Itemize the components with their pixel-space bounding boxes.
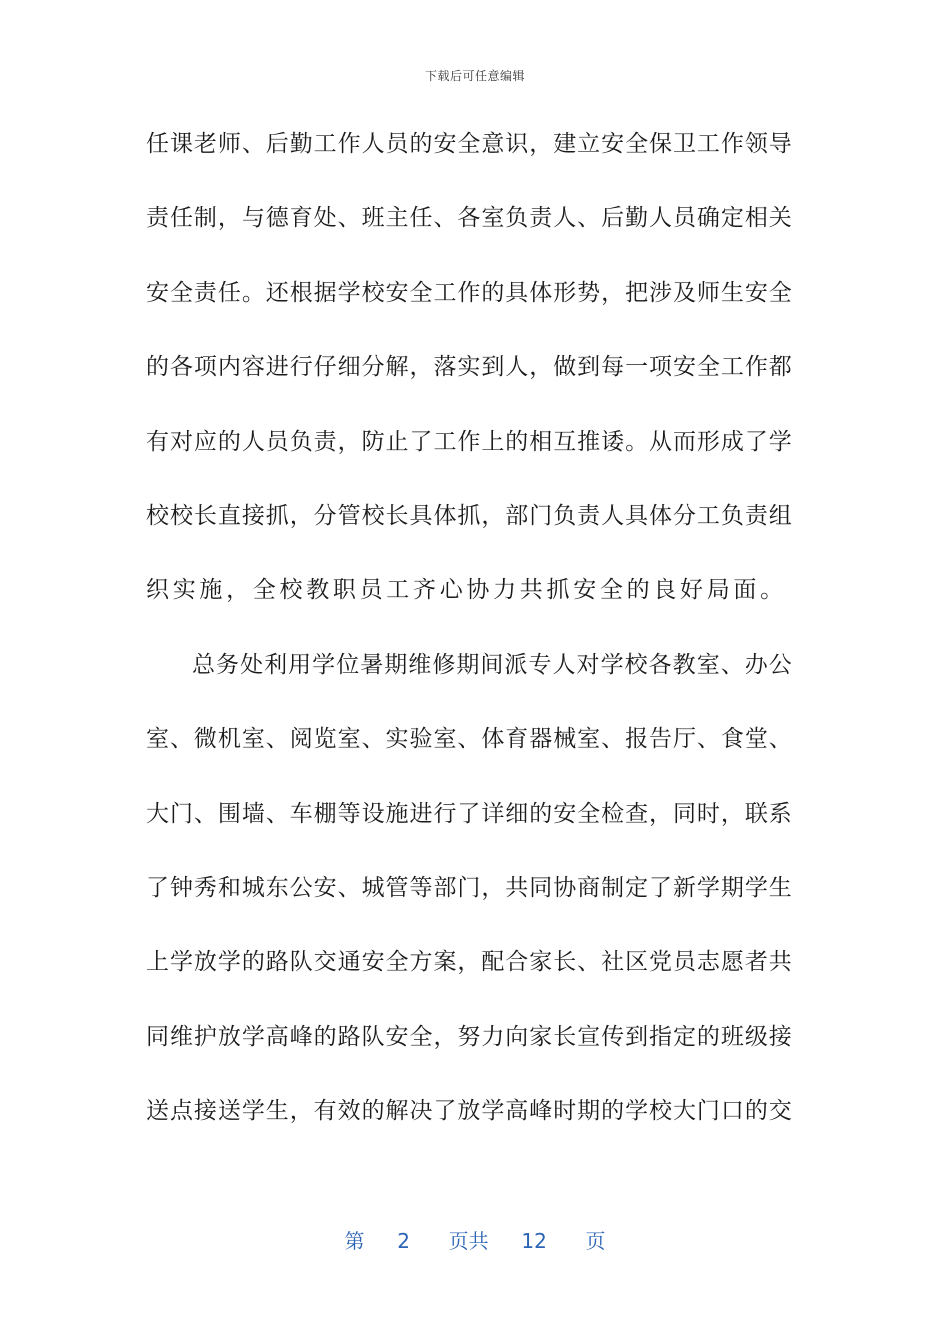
text-line: 室、微机室、阅览室、实验室、体育器械室、报告厅、食堂、 (146, 726, 792, 753)
text-line: 上学放学的路队交通安全方案，配合家长、社区党员志愿者共 (146, 949, 792, 976)
document-body (146, 120, 792, 1161)
paragraph-first-line: 总务处利用学位暑期维修期间派专人对学校各教室、办公 (192, 651, 792, 678)
text-line: 安全责任。还根据学校安全工作的具体形势，把涉及师生安全 (146, 279, 792, 306)
total-pages: 12 (521, 1229, 547, 1253)
text-line: 有对应的人员负责，防止了工作上的相互推诿。从而形成了学 (146, 428, 792, 455)
page-mid: 页共 (448, 1229, 489, 1253)
page-number: 2 (397, 1229, 410, 1253)
page-prefix: 第 (344, 1229, 365, 1253)
text-line: 了钟秀和城东公安、城管等部门，共同协商制定了新学期学生 (146, 874, 792, 901)
text-line: 送点接送学生，有效的解决了放学高峰时期的学校大门口的交 (146, 1098, 792, 1125)
text-line: 责任制，与德育处、班主任、各室负责人、后勤人员确定相关 (146, 205, 792, 232)
header-note: 下载后可任意编辑 (424, 69, 525, 83)
page-suffix: 页 (585, 1229, 606, 1253)
text-line: 校校长直接抓，分管校长具体抓，部门负责人具体分工负责组 (146, 502, 792, 529)
text-line: 的各项内容进行仔细分解，落实到人，做到每一项安全工作都 (146, 354, 792, 381)
page-footer (0, 1225, 950, 1254)
text-line: 同维护放学高峰的路队安全，努力向家长宣传到指定的班级接 (146, 1023, 792, 1050)
text-line: 任课老师、后勤工作人员的安全意识，建立安全保卫工作领导 (146, 131, 792, 157)
text-line: 大门、围墙、车棚等设施进行了详细的安全检查，同时，联系 (146, 800, 792, 827)
text-line: 织实施，全校教职员工齐心协力共抓安全的良好局面。 (146, 577, 787, 604)
